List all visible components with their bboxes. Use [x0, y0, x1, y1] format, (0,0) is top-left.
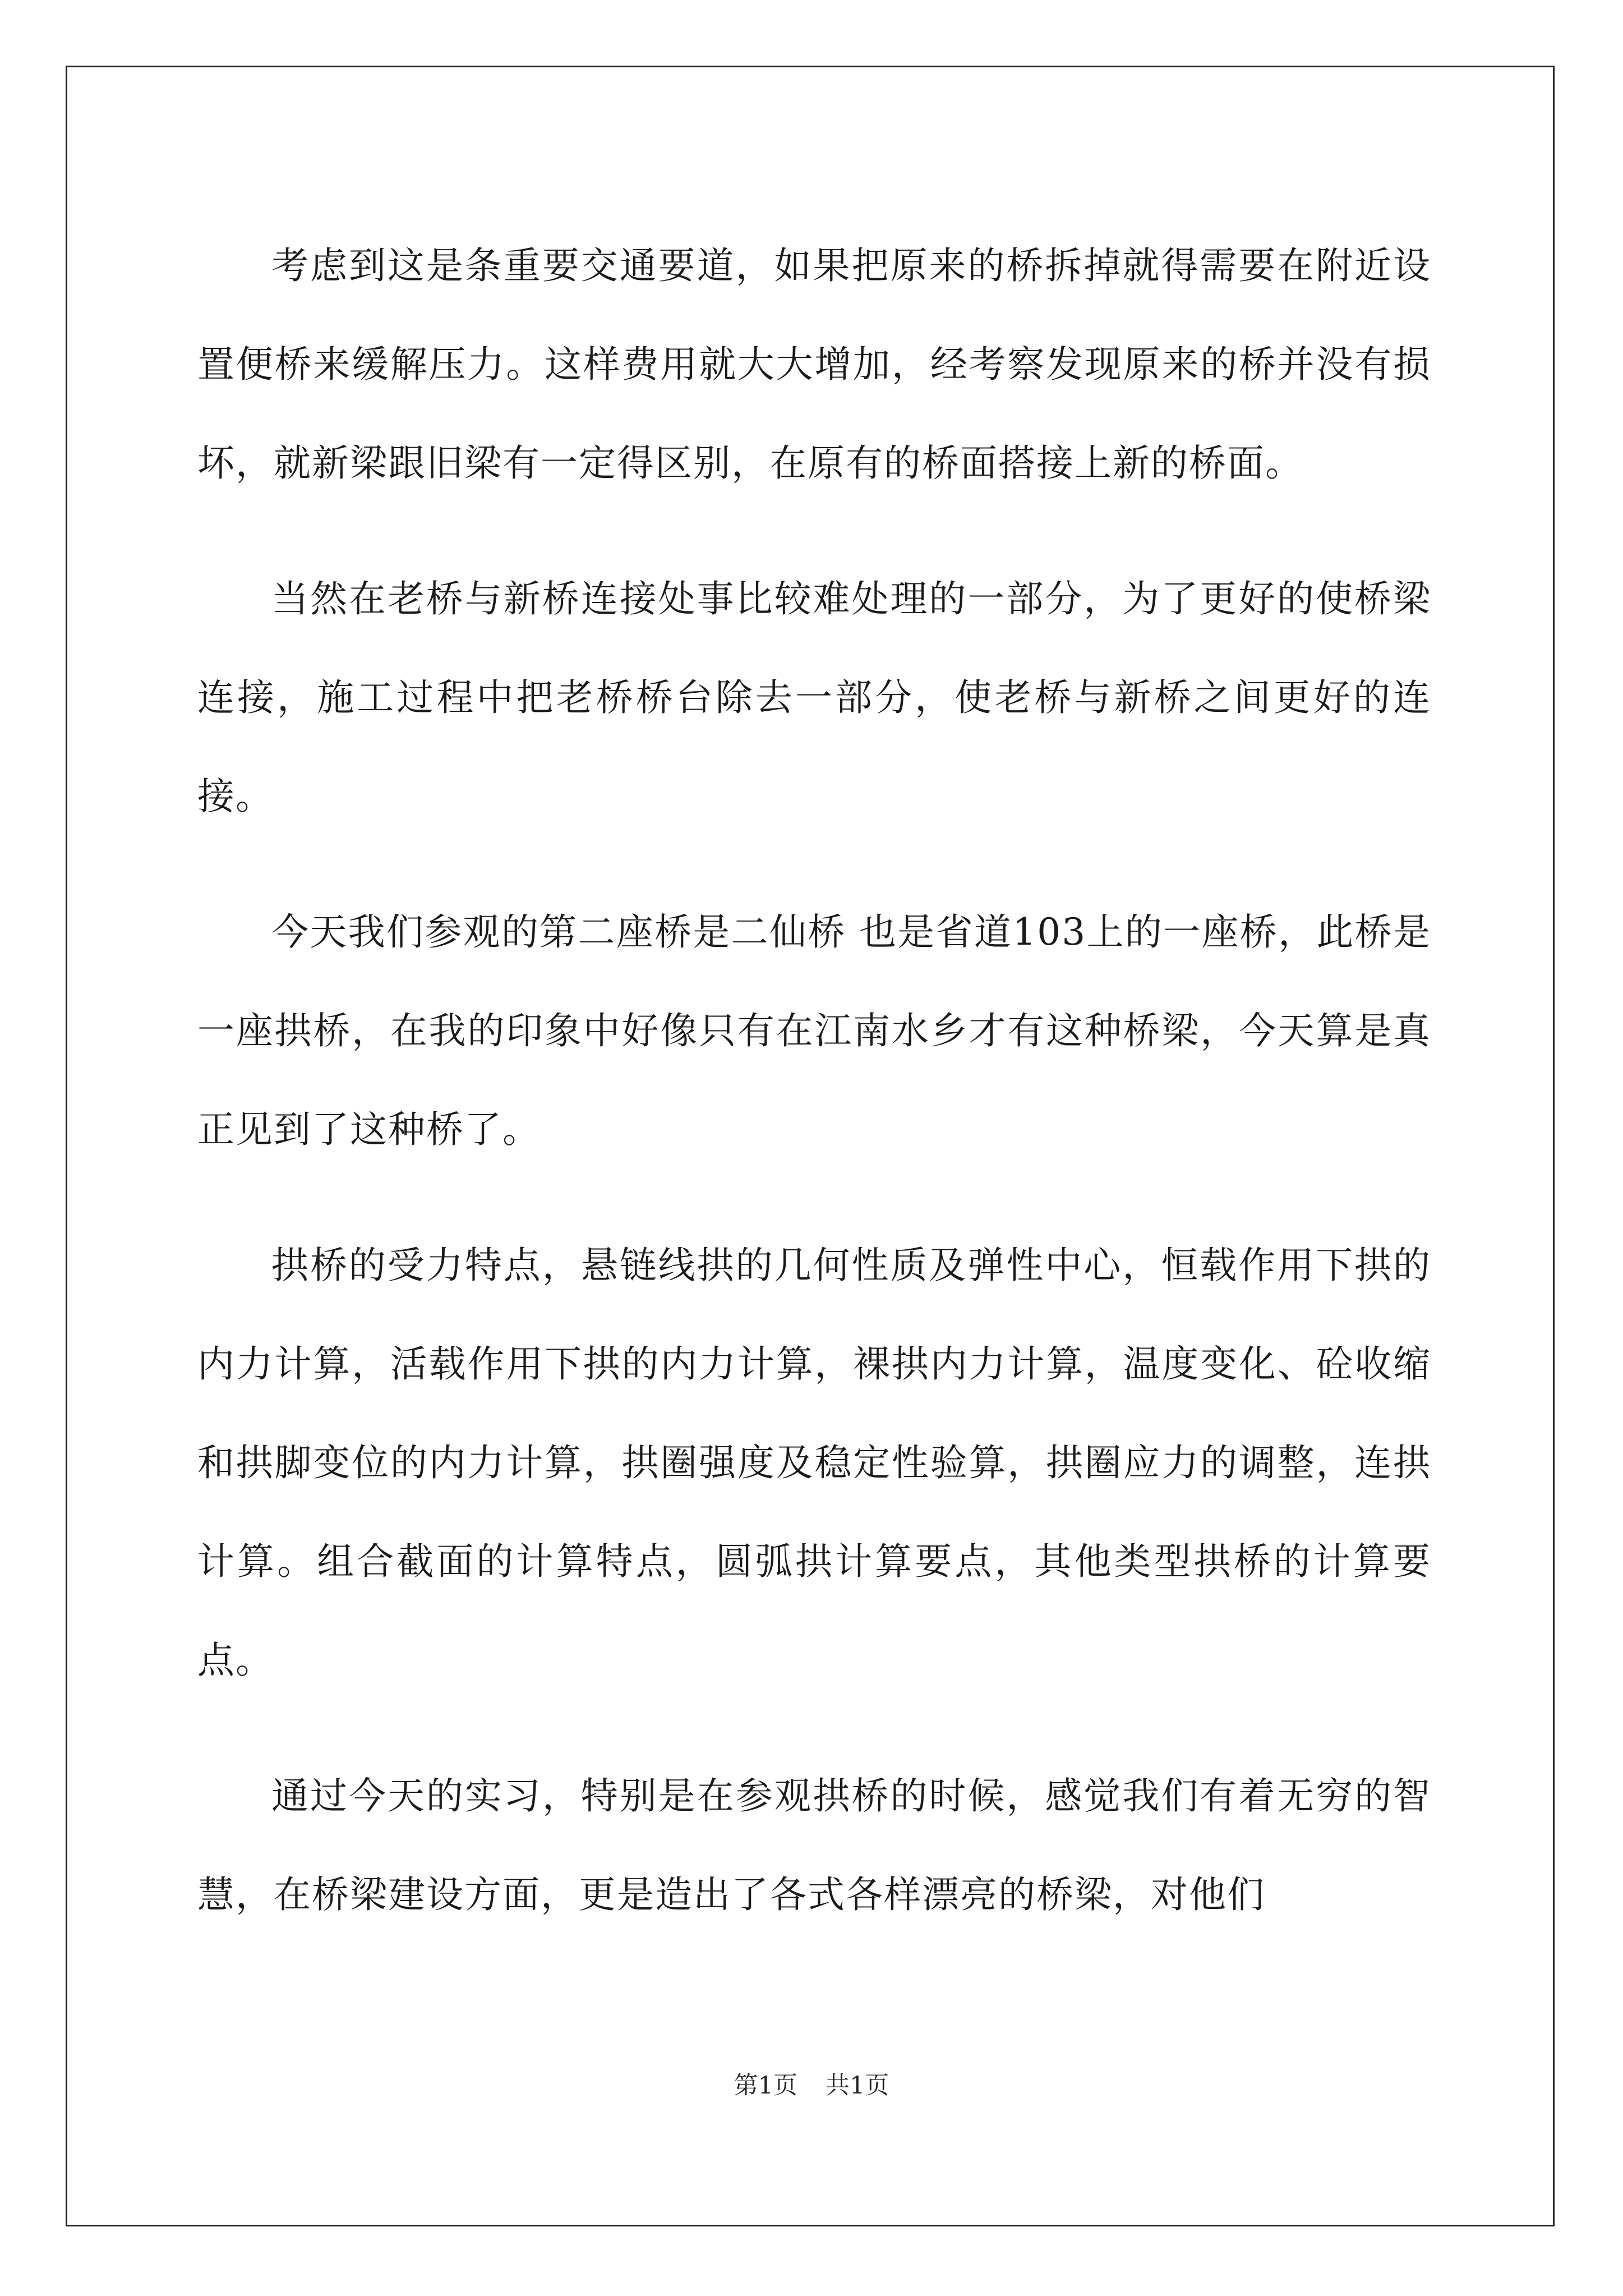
paragraph-3: 今天我们参观的第二座桥是二仙桥 也是省道103上的一座桥，此桥是一座拱桥，在我的印象中好像只有在江南水乡才有这种桥梁，今天算是真正见到了这种桥了。	[197, 910, 1431, 1151]
page-footer	[0, 2069, 1623, 2102]
page-number: 第1页	[734, 2072, 797, 2100]
paragraph-4: 拱桥的受力特点，悬链线拱的几何性质及弹性中心，恒载作用下拱的内力计算，活载作用下拱的内力计算，裸拱内力计算，温度变化、砼收缩和拱脚变位的内力计算，拱圈强度及稳定性验算，拱圈应力的调整，连拱计算。组合截面的计算特点，圆弧拱计算要点，其他类型拱桥的计算要点。	[197, 1244, 1431, 1682]
document-body	[197, 217, 1431, 1981]
paragraph-5: 通过今天的实习，特别是在参观拱桥的时候，感觉我们有着无穷的智慧，在桥梁建设方面，更是造出了各式各样漂亮的桥梁，对他们	[197, 1774, 1431, 1916]
page-total: 共1页	[826, 2072, 889, 2100]
paragraph-2: 当然在老桥与新桥连接处事比较难处理的一部分，为了更好的使桥梁连接，施工过程中把老桥桥台除去一部分，使老桥与新桥之间更好的连接。	[197, 577, 1431, 818]
paragraph-1: 考虑到这是条重要交通要道，如果把原来的桥拆掉就得需要在附近设置便桥来缓解压力。这样费用就大大增加，经考察发现原来的桥并没有损坏，就新梁跟旧梁有一定得区别，在原有的桥面搭接上新的桥面。	[197, 244, 1431, 485]
